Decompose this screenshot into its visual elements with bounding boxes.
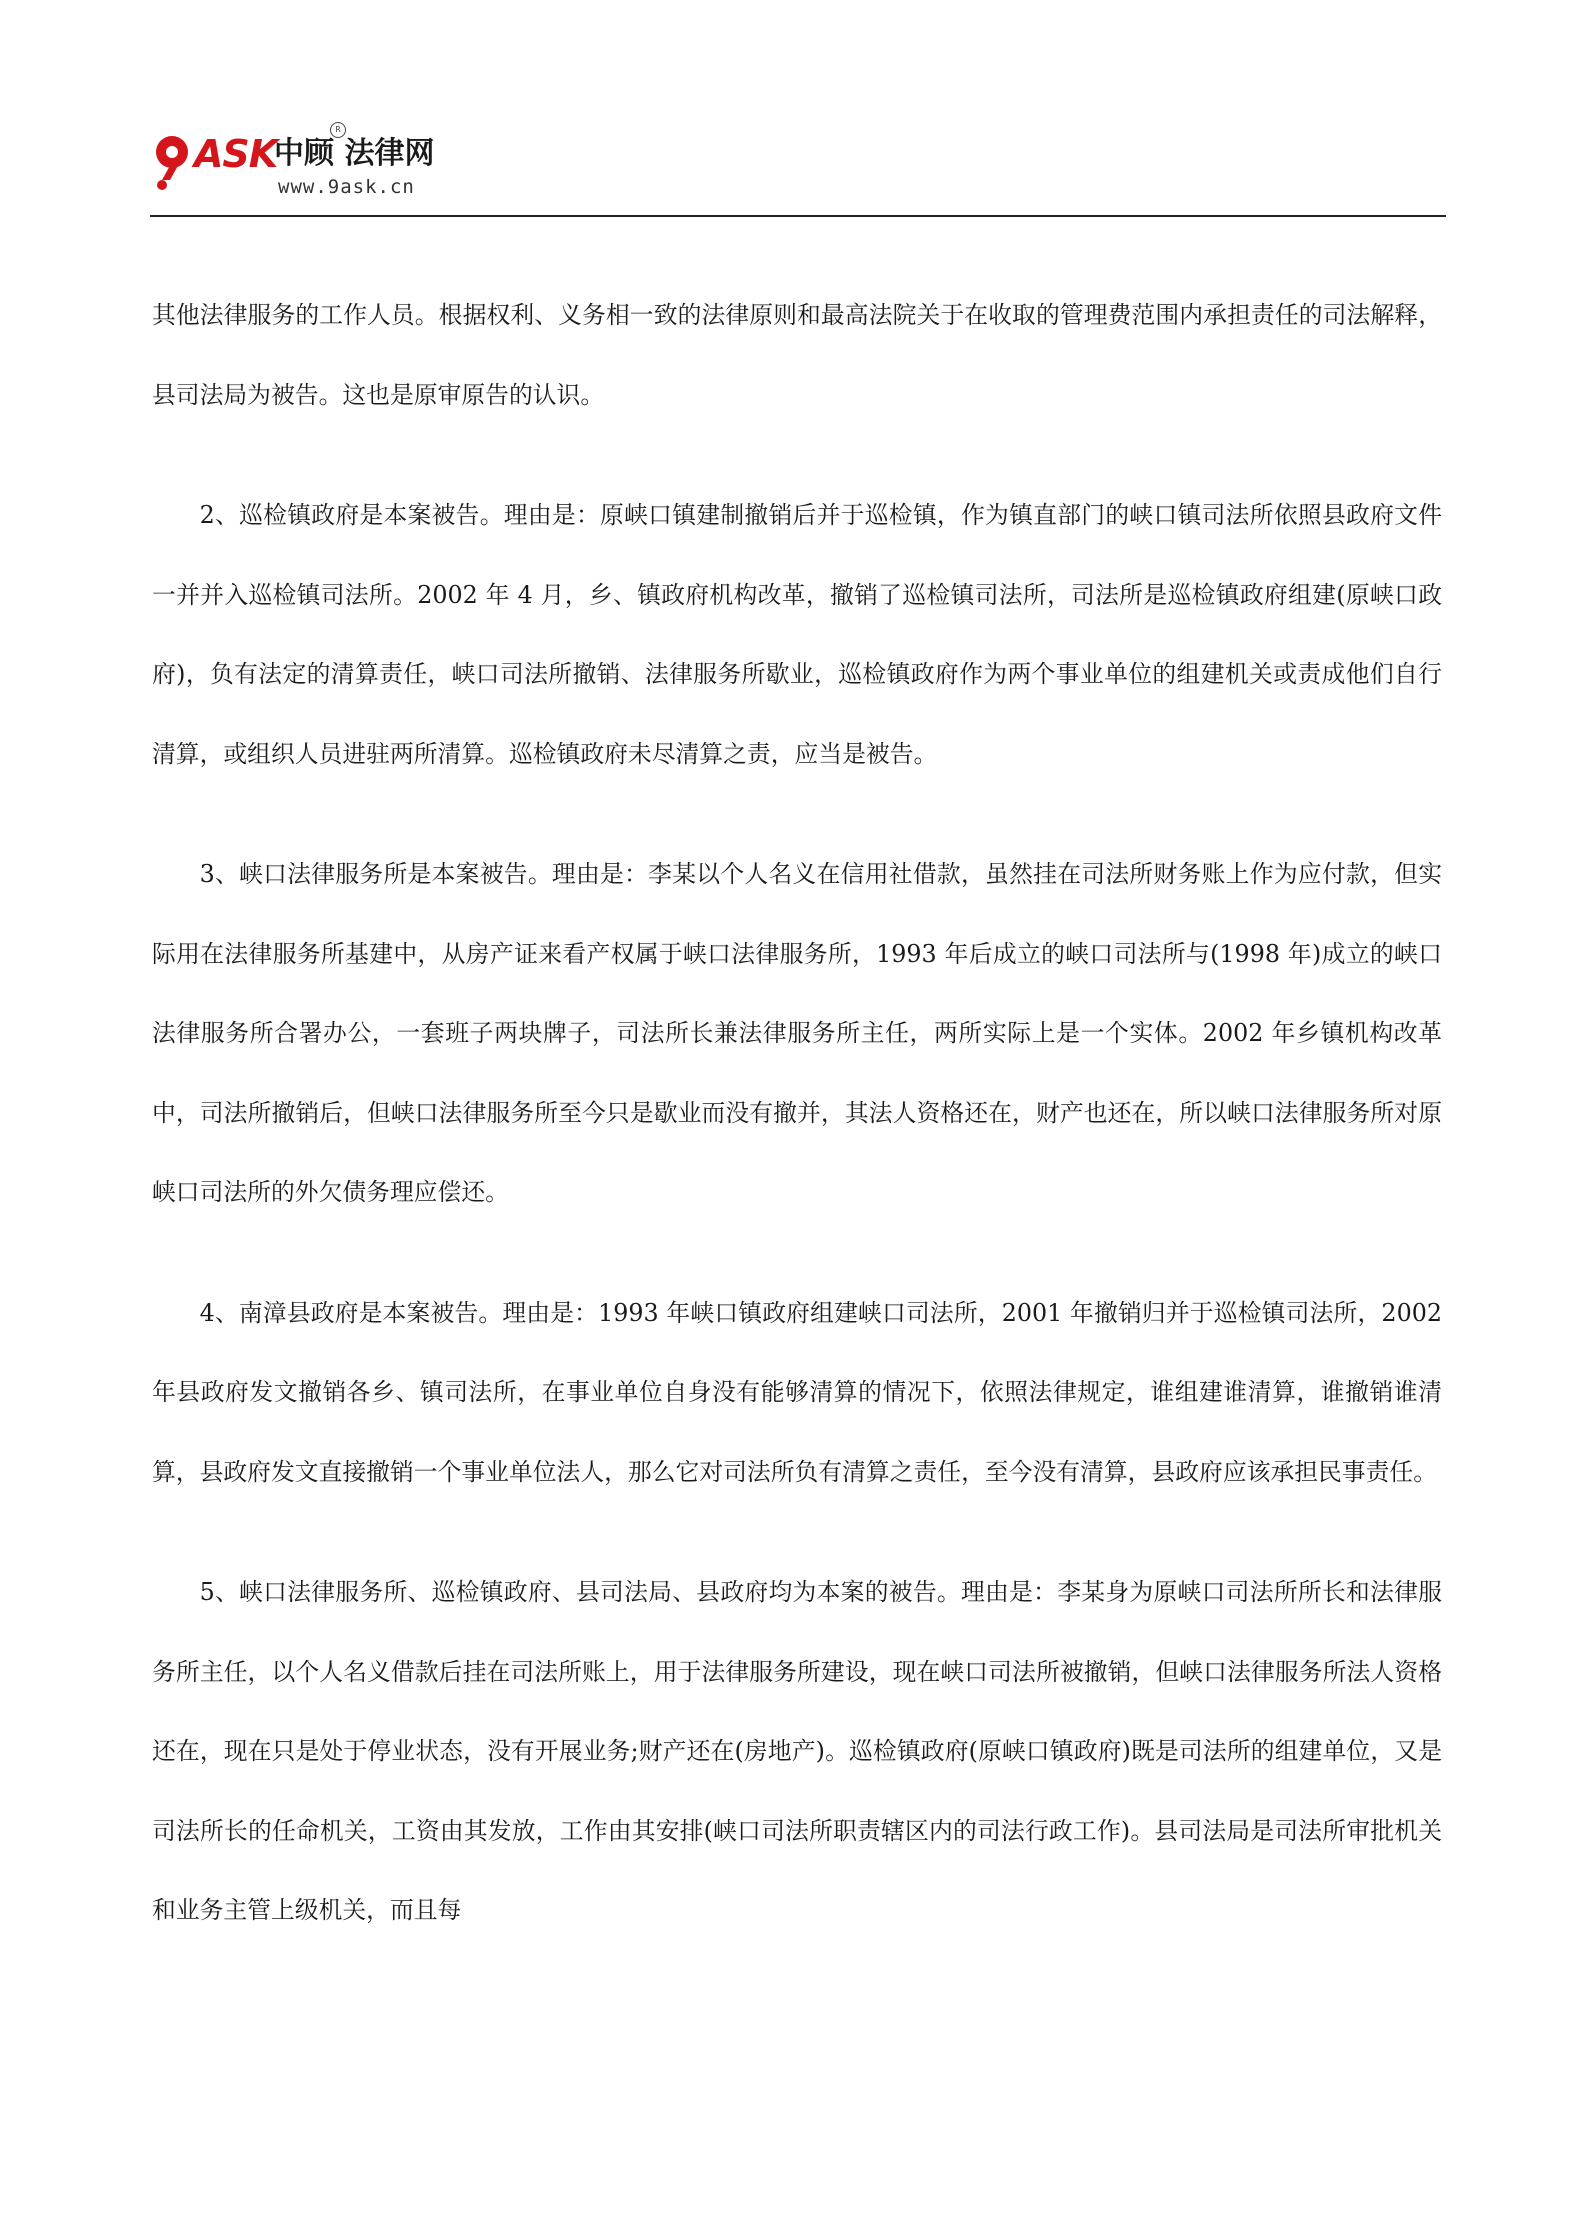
paragraph-3: 3、峡口法律服务所是本案被告。理由是：李某以个人名义在信用社借款，虽然挂在司法所财务账上作为应付款，但实际用在法律服务所基建中，从房产证来看产权属于峡口法律服务所，1993 年后成立的峡口司法所与(1998 年)成立的峡口法律服务所合署办公，一套班子两块牌子，司法所长兼法律服务所主任，两所实际上是一个实体。2002 年乡镇机构改革中，司法所撤销后，但峡口法律服务所至今只是歇业而没有撤并，其法人资格还在，财产也还在，所以峡口法律服务所对原峡口司法所的外欠债务理应偿还。 bbox=[152, 860, 1442, 1206]
logo-ask-text: ASK bbox=[194, 132, 278, 176]
logo-url-text: www.9ask.cn bbox=[278, 176, 415, 198]
paragraph-5: 5、峡口法律服务所、巡检镇政府、县司法局、县政府均为本案的被告。理由是：李某身为原峡口司法所所长和法律服务所主任，以个人名义借款后挂在司法所账上，用于法律服务所建设，现在峡口司法所被撤销，但峡口法律服务所法人资格还在，现在只是处于停业状态，没有开展业务;财产还在(房地产)。巡检镇政府(原峡口镇政府)既是司法所的组建单位，又是司法所长的任命机关，工资由其发放，工作由其安排(峡口司法所职责辖区内的司法行政工作)。县司法局是司法所审批机关和业务主管上级机关，而且每 bbox=[152, 1578, 1442, 1924]
logo-chinese-text: 中顾 法律网 bbox=[274, 136, 435, 171]
paragraph-4: 4、南漳县政府是本案被告。理由是：1993 年峡口镇政府组建峡口司法所，2001 年撤销归并于巡检镇司法所，2002 年县政府发文撤销各乡、镇司法所，在事业单位自身没有能够清算的情况下，依照法律规定，谁组建谁清算，谁撤销谁清算，县政府发文直接撤销一个事业单位法人，那么它对司法所负有清算之责任，至今没有清算，县政府应该承担民事责任。 bbox=[152, 1298, 1442, 1486]
header-divider bbox=[150, 215, 1446, 217]
paragraph-1: 其他法律服务的工作人员。根据权利、义务相一致的法律原则和最高法院关于在收取的管理费范围内承担责任的司法解释，县司法局为被告。这也是原审原告的认识。 bbox=[152, 301, 1442, 409]
document-body bbox=[152, 276, 1442, 1951]
registered-mark: R bbox=[330, 122, 346, 138]
site-logo bbox=[150, 118, 450, 208]
paragraph-2: 2、巡检镇政府是本案被告。理由是：原峡口镇建制撤销后并于巡检镇，作为镇直部门的峡口镇司法所依照县政府文件一并并入巡检镇司法所。2002 年 4 月，乡、镇政府机构改革，撤销了巡检镇司法所，司法所是巡检镇政府组建(原峡口政府)，负有法定的清算责任，峡口司法所撤销、法律服务所歇业，巡检镇政府作为两个事业单位的组建机关或责成他们自行清算，或组织人员进驻两所清算。巡检镇政府未尽清算之责，应当是被告。 bbox=[152, 501, 1442, 768]
